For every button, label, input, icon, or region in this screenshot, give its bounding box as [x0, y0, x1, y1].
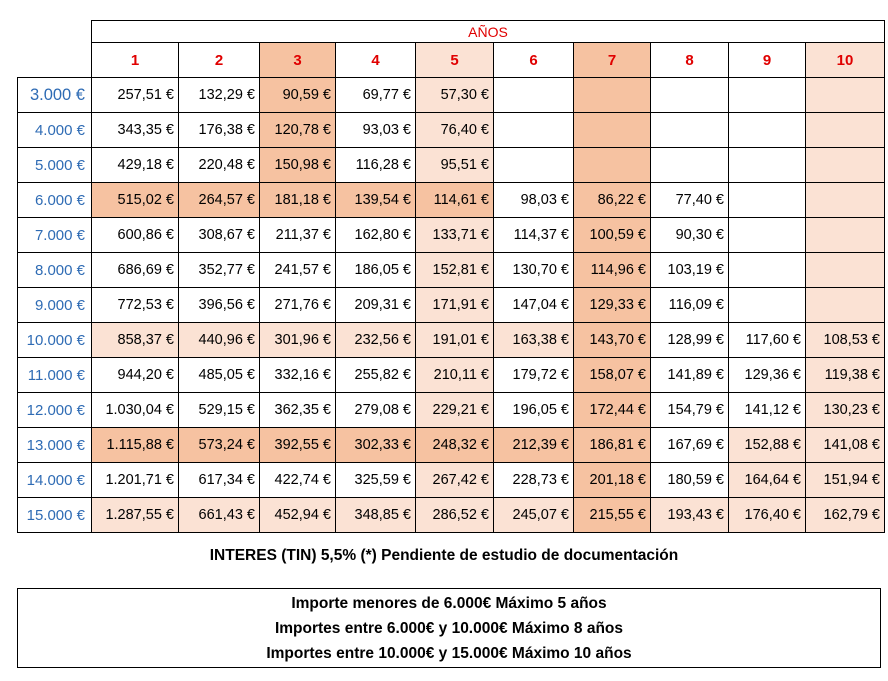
payment-cell — [729, 288, 806, 323]
payment-cell: 108,53 € — [806, 323, 885, 358]
payment-cell: 485,05 € — [179, 358, 260, 393]
payment-cell: 116,09 € — [651, 288, 729, 323]
payment-cell: 164,64 € — [729, 463, 806, 498]
years-header-row — [18, 21, 885, 43]
amount-cell: 14.000 € — [18, 463, 92, 498]
payment-cell — [494, 148, 574, 183]
payment-cell — [729, 218, 806, 253]
payment-cell: 209,31 € — [336, 288, 416, 323]
payment-cell: 600,86 € — [92, 218, 179, 253]
payment-cell: 141,12 € — [729, 393, 806, 428]
payment-cell: 120,78 € — [260, 113, 336, 148]
payment-cell: 248,32 € — [416, 428, 494, 463]
payment-cell: 661,43 € — [179, 498, 260, 533]
table-row — [18, 358, 885, 393]
payment-cell: 255,82 € — [336, 358, 416, 393]
payment-cell: 362,35 € — [260, 393, 336, 428]
amount-cell: 11.000 € — [18, 358, 92, 393]
payment-cell: 279,08 € — [336, 393, 416, 428]
corner-cell — [18, 43, 92, 78]
payment-cell: 944,20 € — [92, 358, 179, 393]
payment-cell: 1.201,71 € — [92, 463, 179, 498]
payment-cell: 686,69 € — [92, 253, 179, 288]
payment-cell: 90,59 € — [260, 78, 336, 113]
payment-cell: 152,88 € — [729, 428, 806, 463]
payment-cell: 154,79 € — [651, 393, 729, 428]
payment-cell: 114,61 € — [416, 183, 494, 218]
payment-cell: 90,30 € — [651, 218, 729, 253]
payment-cell: 152,81 € — [416, 253, 494, 288]
payment-cell: 98,03 € — [494, 183, 574, 218]
year-header-cell: 10 — [806, 43, 885, 78]
table-row — [18, 78, 885, 113]
conditions-box — [17, 588, 881, 668]
payment-cell: 77,40 € — [651, 183, 729, 218]
payment-cell: 128,99 € — [651, 323, 729, 358]
loan-payment-table — [17, 20, 885, 533]
amount-cell: 5.000 € — [18, 148, 92, 183]
payment-cell: 241,57 € — [260, 253, 336, 288]
payment-cell — [806, 218, 885, 253]
payment-cell: 162,79 € — [806, 498, 885, 533]
payment-cell — [806, 78, 885, 113]
payment-cell: 210,11 € — [416, 358, 494, 393]
payment-cell: 163,38 € — [494, 323, 574, 358]
payment-cell: 86,22 € — [574, 183, 651, 218]
payment-cell — [651, 78, 729, 113]
payment-cell: 172,44 € — [574, 393, 651, 428]
amount-cell: 10.000 € — [18, 323, 92, 358]
payment-cell: 228,73 € — [494, 463, 574, 498]
payment-cell: 117,60 € — [729, 323, 806, 358]
payment-cell — [494, 78, 574, 113]
table-row — [18, 498, 885, 533]
payment-cell: 325,59 € — [336, 463, 416, 498]
payment-cell — [729, 148, 806, 183]
year-header-cell: 8 — [651, 43, 729, 78]
condition-line: Importes entre 10.000€ y 15.000€ Máximo 10 años — [266, 645, 632, 662]
payment-cell: 143,70 € — [574, 323, 651, 358]
table-row — [18, 428, 885, 463]
payment-cell: 139,54 € — [336, 183, 416, 218]
payment-cell: 422,74 € — [260, 463, 336, 498]
year-header-cell: 5 — [416, 43, 494, 78]
payment-cell: 186,81 € — [574, 428, 651, 463]
payment-cell: 196,05 € — [494, 393, 574, 428]
payment-cell: 103,19 € — [651, 253, 729, 288]
table-row — [18, 323, 885, 358]
payment-cell: 211,37 € — [260, 218, 336, 253]
payment-cell: 264,57 € — [179, 183, 260, 218]
payment-cell — [729, 78, 806, 113]
payment-cell: 167,69 € — [651, 428, 729, 463]
payment-cell: 257,51 € — [92, 78, 179, 113]
payment-cell: 129,33 € — [574, 288, 651, 323]
payment-cell: 515,02 € — [92, 183, 179, 218]
payment-cell: 119,38 € — [806, 358, 885, 393]
payment-cell: 396,56 € — [179, 288, 260, 323]
table-row — [18, 393, 885, 428]
payment-cell — [574, 113, 651, 148]
payment-cell: 176,40 € — [729, 498, 806, 533]
payment-cell — [806, 113, 885, 148]
payment-cell: 100,59 € — [574, 218, 651, 253]
payment-cell: 114,96 € — [574, 253, 651, 288]
amount-cell: 4.000 € — [18, 113, 92, 148]
amount-cell: 12.000 € — [18, 393, 92, 428]
payment-cell: 162,80 € — [336, 218, 416, 253]
payment-cell: 301,96 € — [260, 323, 336, 358]
payment-cell: 76,40 € — [416, 113, 494, 148]
payment-cell: 181,18 € — [260, 183, 336, 218]
payment-cell: 132,29 € — [179, 78, 260, 113]
payment-cell: 141,08 € — [806, 428, 885, 463]
table-row — [18, 183, 885, 218]
payment-cell — [729, 253, 806, 288]
payment-cell: 176,38 € — [179, 113, 260, 148]
payment-cell: 180,59 € — [651, 463, 729, 498]
amount-cell: 7.000 € — [18, 218, 92, 253]
payment-cell: 171,91 € — [416, 288, 494, 323]
payment-cell — [651, 113, 729, 148]
payment-cell: 440,96 € — [179, 323, 260, 358]
amount-cell: 8.000 € — [18, 253, 92, 288]
table-row — [18, 148, 885, 183]
payment-cell: 858,37 € — [92, 323, 179, 358]
payment-cell: 529,15 € — [179, 393, 260, 428]
payment-cell: 93,03 € — [336, 113, 416, 148]
payment-cell: 1.115,88 € — [92, 428, 179, 463]
payment-cell: 150,98 € — [260, 148, 336, 183]
table-row — [18, 113, 885, 148]
corner-cell — [18, 21, 92, 43]
payment-cell: 302,33 € — [336, 428, 416, 463]
year-header-cell: 1 — [92, 43, 179, 78]
payment-cell: 141,89 € — [651, 358, 729, 393]
payment-cell: 220,48 € — [179, 148, 260, 183]
amount-cell: 15.000 € — [18, 498, 92, 533]
payment-cell: 573,24 € — [179, 428, 260, 463]
year-numbers-row — [18, 43, 885, 78]
years-header: AÑOS — [92, 21, 885, 43]
payment-cell: 352,77 € — [179, 253, 260, 288]
year-header-cell: 3 — [260, 43, 336, 78]
payment-cell — [806, 183, 885, 218]
table-row — [18, 218, 885, 253]
payment-cell — [806, 253, 885, 288]
payment-cell: 215,55 € — [574, 498, 651, 533]
payment-cell: 114,37 € — [494, 218, 574, 253]
year-header-cell: 4 — [336, 43, 416, 78]
payment-cell: 1.030,04 € — [92, 393, 179, 428]
payment-cell: 308,67 € — [179, 218, 260, 253]
payment-cell — [729, 183, 806, 218]
payment-cell: 232,56 € — [336, 323, 416, 358]
payment-cell — [574, 148, 651, 183]
payment-cell — [651, 148, 729, 183]
year-header-cell: 7 — [574, 43, 651, 78]
payment-cell: 617,34 € — [179, 463, 260, 498]
year-header-cell: 2 — [179, 43, 260, 78]
payment-cell: 429,18 € — [92, 148, 179, 183]
payment-cell — [806, 288, 885, 323]
table-row — [18, 463, 885, 498]
payment-cell — [729, 113, 806, 148]
payment-cell: 271,76 € — [260, 288, 336, 323]
payment-cell: 69,77 € — [336, 78, 416, 113]
payment-cell: 452,94 € — [260, 498, 336, 533]
payment-cell: 332,16 € — [260, 358, 336, 393]
payment-cell: 130,70 € — [494, 253, 574, 288]
amount-cell: 13.000 € — [18, 428, 92, 463]
payment-cell: 147,04 € — [494, 288, 574, 323]
payment-cell — [806, 148, 885, 183]
payment-cell: 772,53 € — [92, 288, 179, 323]
payment-cell: 179,72 € — [494, 358, 574, 393]
payment-cell: 191,01 € — [416, 323, 494, 358]
payment-cell: 129,36 € — [729, 358, 806, 393]
table-row — [18, 288, 885, 323]
payment-cell: 158,07 € — [574, 358, 651, 393]
payment-cell: 267,42 € — [416, 463, 494, 498]
payment-cell: 245,07 € — [494, 498, 574, 533]
payment-cell: 57,30 € — [416, 78, 494, 113]
payment-cell — [574, 78, 651, 113]
payment-cell: 201,18 € — [574, 463, 651, 498]
amount-cell: 9.000 € — [18, 288, 92, 323]
payment-cell: 286,52 € — [416, 498, 494, 533]
payment-cell: 193,43 € — [651, 498, 729, 533]
condition-line: Importes entre 6.000€ y 10.000€ Máximo 8 años — [274, 620, 624, 637]
payment-cell: 392,55 € — [260, 428, 336, 463]
payment-cell: 116,28 € — [336, 148, 416, 183]
year-header-cell: 9 — [729, 43, 806, 78]
payment-cell: 229,21 € — [416, 393, 494, 428]
year-header-cell: 6 — [494, 43, 574, 78]
payment-cell: 343,35 € — [92, 113, 179, 148]
payment-cell: 133,71 € — [416, 218, 494, 253]
payment-cell: 186,05 € — [336, 253, 416, 288]
condition-line: Importe menores de 6.000€ Máximo 5 años — [291, 595, 607, 612]
table-row — [18, 253, 885, 288]
amount-cell: 3.000 € — [18, 78, 92, 113]
payment-cell: 348,85 € — [336, 498, 416, 533]
payment-cell — [494, 113, 574, 148]
payment-cell: 151,94 € — [806, 463, 885, 498]
amount-cell: 6.000 € — [18, 183, 92, 218]
table-body — [18, 21, 885, 533]
interest-note: INTERES (TIN) 5,5% (*) Pendiente de estudio de documentación — [209, 547, 679, 564]
payment-cell: 1.287,55 € — [92, 498, 179, 533]
payment-cell: 212,39 € — [494, 428, 574, 463]
payment-cell: 130,23 € — [806, 393, 885, 428]
payment-cell: 95,51 € — [416, 148, 494, 183]
